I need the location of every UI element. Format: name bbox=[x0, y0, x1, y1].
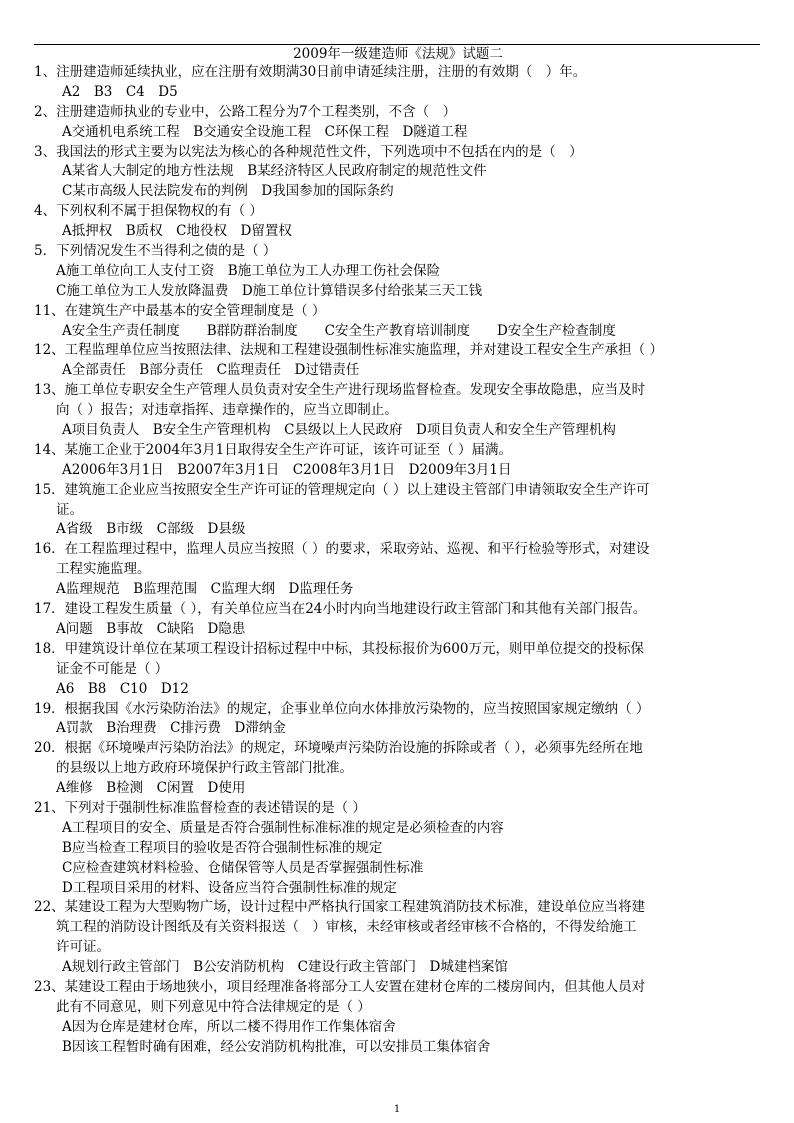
options-4: A抵押权 B质权 C地役权 D留置权 bbox=[62, 223, 292, 240]
options-15: A省级 B市级 C部级 D县级 bbox=[56, 521, 246, 538]
options-20: A维修 B检测 C闲置 D使用 bbox=[56, 780, 246, 797]
options-13: A项目负责人 B安全生产管理机构 C县级以上人民政府 D项目负责人和安全生产管理机构 bbox=[62, 422, 616, 439]
options-1: A2 B3 C4 D5 bbox=[62, 83, 178, 100]
question-20: 20．根据《环境噪声污染防治法》的规定，环境噪声污染防治设施的拆除或者（ ），必须事先经所在地 bbox=[34, 740, 643, 757]
question-23-cont: 此有不同意见，则下列意见中符合法律规定的是（ ） bbox=[56, 998, 371, 1015]
question-5: 5．下列情况发生不当得利之债的是（ ） bbox=[34, 243, 277, 260]
options-17: A问题 B事故 C缺陷 D隐患 bbox=[56, 620, 246, 637]
header-rule bbox=[34, 44, 760, 45]
question-18: 18．甲建筑设计单位在某项工程设计招标过程中中标，其投标报价为600万元，则甲单位提交的投标保 bbox=[34, 640, 644, 657]
question-15-cont: 证。 bbox=[56, 501, 83, 518]
options-22: A规划行政主管部门 B公安消防机构 C建设行政主管部门 D城建档案馆 bbox=[62, 959, 508, 976]
question-14: 14、某施工企业于2004年3月1日取得安全生产许可证，该许可证至（ ）届满。 bbox=[34, 441, 513, 458]
question-12: 12、工程监理单位应当按照法律、法规和工程建设强制性标准实施监理，并对建设工程安全生产承担（ ） bbox=[34, 342, 663, 359]
options-23b: B因该工程暂时确有困难，经公安消防机构批准，可以安排员工集体宿舍 bbox=[62, 1038, 491, 1055]
options-21d: D工程项目采用的材料、设备应当符合强制性标准的规定 bbox=[62, 879, 397, 896]
question-18-cont: 证金不可能是（ ） bbox=[56, 660, 169, 677]
question-13-cont: 向（ ）报告；对违章指挥、违章操作的，应当立即制止。 bbox=[56, 402, 398, 419]
options-21a: A工程项目的安全、质量是否符合强制性标准标准的规定是必须检查的内容 bbox=[62, 819, 504, 836]
options-21c: C应检查建筑材料检验、仓储保管等人员是否掌握强制性标准 bbox=[62, 859, 424, 876]
options-21b: B应当检查工程项目的验收是否符合强制性标准的规定 bbox=[62, 839, 383, 856]
question-13: 13、施工单位专职安全生产管理人员负责对安全生产进行现场监督检查。发现安全事故隐患，应当及时 bbox=[34, 382, 646, 399]
question-15: 15．建筑施工企业应当按照安全生产许可证的管理规定向（ ）以上建设主管部门申请领取安全生产许可 bbox=[34, 481, 650, 498]
options-2: A交通机电系统工程 B交通安全设施工程 C环保工程 D隧道工程 bbox=[62, 123, 468, 140]
options-5b: C施工单位为工人发放降温费 D施工单位计算错误多付给张某三天工钱 bbox=[56, 282, 483, 299]
options-3b: C某市高级人民法院发布的判例 D我国参加的国际条约 bbox=[62, 183, 394, 200]
question-22-cont2: 许可证。 bbox=[56, 939, 110, 956]
options-18: A6 B8 C10 D12 bbox=[56, 680, 189, 697]
options-3a: A某省人大制定的地方性法规 B某经济特区人民政府制定的规范性文件 bbox=[62, 163, 487, 180]
options-23a: A因为仓库是建材仓库，所以二楼不得用作工作集体宿舍 bbox=[62, 1018, 396, 1035]
options-14: A2006年3月1日 B2007年3月1日 C2008年3月1日 D2009年3月1日 bbox=[62, 461, 512, 478]
options-11: A安全生产责任制度 B群防群治制度 C安全生产教育培训制度 D安全生产检查制度 bbox=[62, 322, 616, 339]
page-title: 2009年一级建造师《法规》试题二 bbox=[293, 46, 503, 62]
question-21: 21、下列对于强制性标准监督检查的表述错误的是（ ） bbox=[34, 799, 366, 816]
question-11: 11、在建筑生产中最基本的安全管理制度是（ ） bbox=[34, 302, 326, 319]
question-22: 22、某建设工程为大型购物广场，设计过程中严格执行国家工程建筑消防技术标准，建设单位应当将建 bbox=[34, 899, 646, 916]
question-22-cont: 筑工程的消防设计图纸及有关资料报送（ ）审核，未经审核或者经审核不合格的，不得发给施工 bbox=[56, 919, 637, 936]
question-20-cont: 的县级以上地方政府环境保护行政主管部门批准。 bbox=[56, 760, 353, 777]
options-16: A监理规范 B监理范围 C监理大纲 D监理任务 bbox=[56, 581, 354, 598]
question-2: 2、注册建造师执业的专业中，公路工程分为7个工程类别，不含（ ） bbox=[34, 103, 457, 120]
question-23: 23、某建设工程由于场地狭小，项目经理准备将部分工人安置在建材仓库的二楼房间内，但其他人员对 bbox=[34, 978, 646, 995]
options-19: A罚款 B治理费 C排污费 D滞纳金 bbox=[56, 720, 286, 737]
question-4: 4、下列权利不属于担保物权的有（ ） bbox=[34, 203, 263, 220]
options-5a: A施工单位向工人支付工资 B施工单位为工人办理工伤社会保险 bbox=[56, 262, 441, 279]
question-16: 16．在工程监理过程中，监理人员应当按照（ ）的要求，采取旁站、巡视、和平行检验等形式，对建设 bbox=[34, 541, 650, 558]
question-17: 17．建设工程发生质量（ ），有关单位应当在24小时内向当地建设行政主管部门和其他有关部门报告。 bbox=[34, 601, 647, 618]
page-number: 1 bbox=[393, 1104, 401, 1115]
question-16-cont: 工程实施监理。 bbox=[56, 561, 151, 578]
options-12: A全部责任 B部分责任 C监理责任 D过错责任 bbox=[62, 362, 360, 379]
question-1: 1、注册建造师延续执业，应在注册有效期满30日前申请延续注册，注册的有效期（ ）年。 bbox=[34, 64, 587, 80]
document-body bbox=[34, 46, 762, 1058]
question-19: 19．根据我国《水污染防治法》的规定，企事业单位向水体排放污染物的，应当按照国家规定缴纳（ ） bbox=[34, 700, 650, 717]
question-3: 3、我国法的形式主要为以宪法为核心的各种规范性文件，下列选项中不包括在内的是（ ） bbox=[34, 143, 583, 160]
